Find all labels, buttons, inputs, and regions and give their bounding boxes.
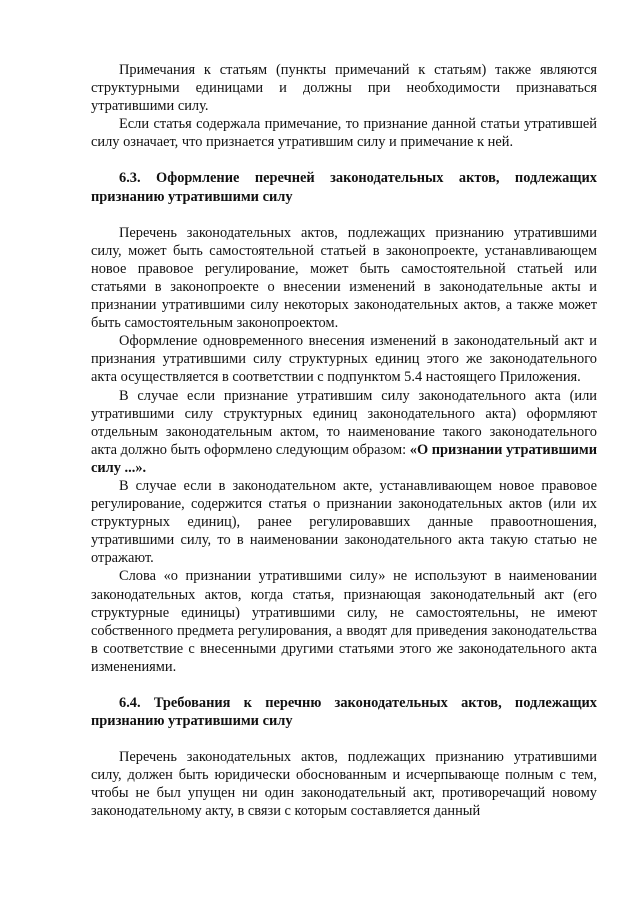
paragraph-6-3-5: Слова «о признании утратившими силу» не используют в наименовании законодательных актов, когда статья, признающая законодательный акт (его структурные единицы) утратившими силу, не самостоятельны, не имеют собственного предмета регулирования, а вводят для приведения законодательства в соответствие с внесенными другими статьями этого же законодательного акта изменениями.: [91, 568, 597, 675]
paragraph-6-3-3-bold: «О признании утратившими силу ...».: [91, 441, 598, 476]
paragraph-notes: Примечания к статьям (пункты примечаний к статьям) также являются структурными единицами и должны при необходимости признаваться утратившими силу.: [91, 62, 597, 115]
spacer: [91, 206, 597, 224]
document-page: [91, 61, 597, 821]
paragraph-6-3-1: Перечень законодательных актов, подлежащих признанию утратившими силу, может быть самостоятельной статьей в законопроекте, устанавливающем новое правовое регулирование, может быть самостоятельной статьей или статьями в законопроекте о внесении изменений в законодательные акты и признании утратившими силу некоторых законодательных актов, а также может быть самостоятельным законопроектом.: [91, 224, 597, 332]
spacer: [91, 151, 597, 169]
spacer: [91, 730, 597, 748]
spacer: [91, 676, 597, 694]
section-heading-6-4: 6.4. Требования к перечню законодательных актов, подлежащих признанию утратившими силу: [91, 695, 597, 730]
paragraph-6-3-3: [91, 387, 597, 477]
paragraph-note-repeal: Если статья содержала примечание, то признание данной статьи утратившей силу означает, что признается утратившим силу и примечание к ней.: [91, 116, 597, 151]
section-heading-6-3: 6.3. Оформление перечней законодательных актов, подлежащих признанию утратившими силу: [91, 170, 597, 205]
paragraph-6-3-2: Оформление одновременного внесения изменений в законодательный акт и признания утратившими силу структурных единиц этого же законодательного акта осуществляется в соответствии с подпунктом 5.4 настоящего Приложения.: [91, 333, 597, 386]
paragraph-6-3-3-text: В случае если признание утратившим силу законодательного акта (или утратившими силу структурных единиц законодательного акта) оформляют отдельным законодательным актом, то наименование такого законодательного акта должно быть оформлено следующим образом:: [91, 387, 597, 458]
paragraph-6-3-4: В случае если в законодательном акте, устанавливающем новое правовое регулирование, содержится статья о признании законодательных актов (или их структурных единиц), ранее регулировавших данные правоотношения, утратившими силу, то в наименовании законодательного акта такую статью не отражают.: [91, 477, 597, 567]
paragraph-6-4-1: Перечень законодательных актов, подлежащих признанию утратившими силу, должен быть юридически обоснованным и исчерпывающе полным с тем, чтобы не был упущен ни один законодательный акт, противоречащий новому законодательному акту, в связи с которым составляется данный: [91, 749, 597, 820]
